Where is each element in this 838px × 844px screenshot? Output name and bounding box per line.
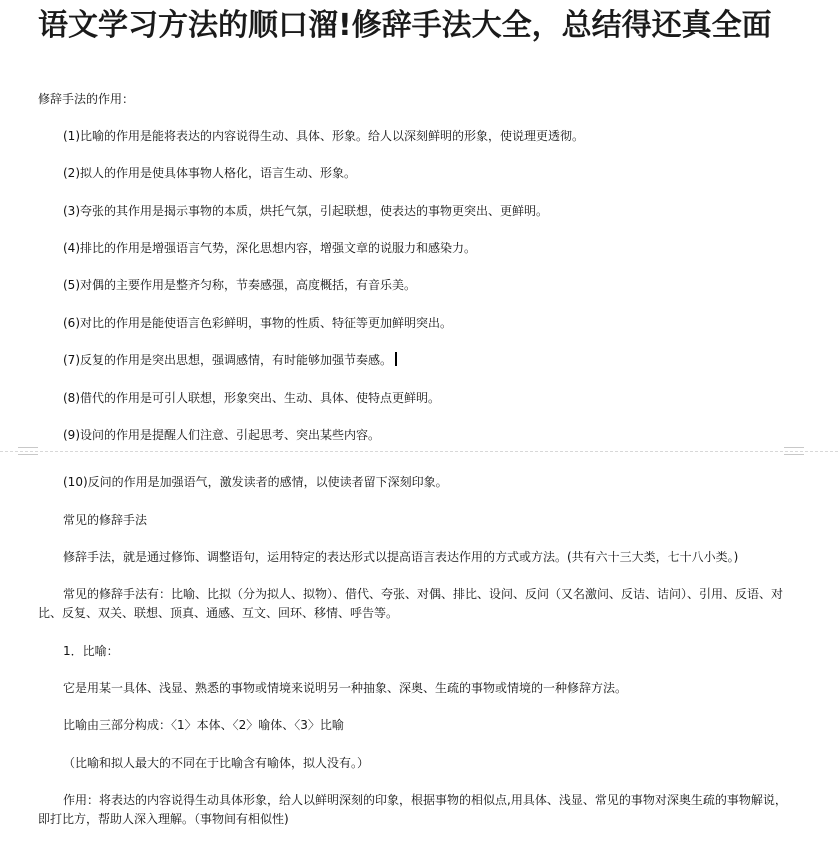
list-item-9[interactable]: (9)设问的作用是提醒人们注意、引起思考、突出某些内容。 (63, 428, 381, 442)
list-item-2[interactable]: (2)拟人的作用是使具体事物人格化，语言生动、形象。 (63, 166, 357, 180)
metaphor-heading[interactable]: 1．比喻： (63, 644, 119, 658)
list-item-7[interactable] (63, 351, 397, 369)
page-break (0, 446, 838, 456)
list-item-5[interactable]: (5)对偶的主要作用是整齐匀称，节奏感强，高度概括，有音乐美。 (63, 278, 417, 292)
page-corner-right-icon (784, 447, 804, 455)
definition-paragraph[interactable]: 修辞手法，就是通过修饰、调整语句，运用特定的表达形式以提高语言表达作用的方式或方法。(共有六十三大类，七十八小类。) (63, 550, 739, 564)
page-corner-left-icon (18, 447, 38, 455)
metaphor-note[interactable]: （比喻和拟人最大的不同在于比喻含有喻体，拟人没有。） (63, 756, 370, 770)
list-item-1[interactable]: (1)比喻的作用是能将表达的内容说得生动、具体、形象。给人以深刻鲜明的形象，使说理更透彻。 (63, 129, 585, 143)
list-item-7-text[interactable]: (7)反复的作用是突出思想，强调感情，有时能够加强节奏感。 (63, 353, 393, 367)
text-cursor (395, 352, 397, 366)
list-item-8[interactable]: (8)借代的作用是可引人联想，形象突出、生动、具体、使特点更鲜明。 (63, 391, 441, 405)
list-item-3[interactable]: (3)夸张的其作用是揭示事物的本质，烘托气氛，引起联想，使表达的事物更突出、更鲜明。 (63, 204, 549, 218)
metaphor-description[interactable]: 它是用某一具体、浅显、熟悉的事物或情境来说明另一种抽象、深奥、生疏的事物或情境的一种修辞方法。 (63, 681, 628, 695)
section-heading-common[interactable]: 常见的修辞手法 (63, 513, 148, 527)
common-list-paragraph[interactable]: 常见的修辞手法有：比喻、比拟（分为拟人、拟物）、借代、夸张、对偶、排比、设问、反问（又名激问、反诘、诘问）、引用、反语、对比、反复、双关、联想、顶真、通感、互文、回环、移情、呼告等。 (38, 587, 784, 620)
metaphor-parts[interactable]: 比喻由三部分构成：〈1〉本体、〈2〉喻体、〈3〉比喻 (63, 718, 344, 732)
list-item-10[interactable]: (10)反问的作用是加强语气，激发读者的感情，以使读者留下深刻印象。 (63, 475, 448, 489)
list-item-4[interactable]: (4)排比的作用是增强语言气势，深化思想内容，增强文章的说服力和感染力。 (63, 241, 477, 255)
section-heading-effects[interactable]: 修辞手法的作用： (38, 92, 135, 106)
metaphor-effect-paragraph[interactable]: 作用：将表达的内容说得生动具体形象，给人以鲜明深刻的印象，根据事物的相似点,用具体、浅显、常见的事物对深奥生疏的事物解说，即打比方，帮助人深入理解。（事物间有相似性) (38, 793, 787, 826)
page-title: 语文学习方法的顺口溜!修辞手法大全，总结得还真全面 (38, 8, 772, 43)
page-break-line (0, 451, 838, 452)
list-item-6[interactable]: (6)对比的作用是能使语言色彩鲜明，事物的性质、特征等更加鲜明突出。 (63, 316, 453, 330)
